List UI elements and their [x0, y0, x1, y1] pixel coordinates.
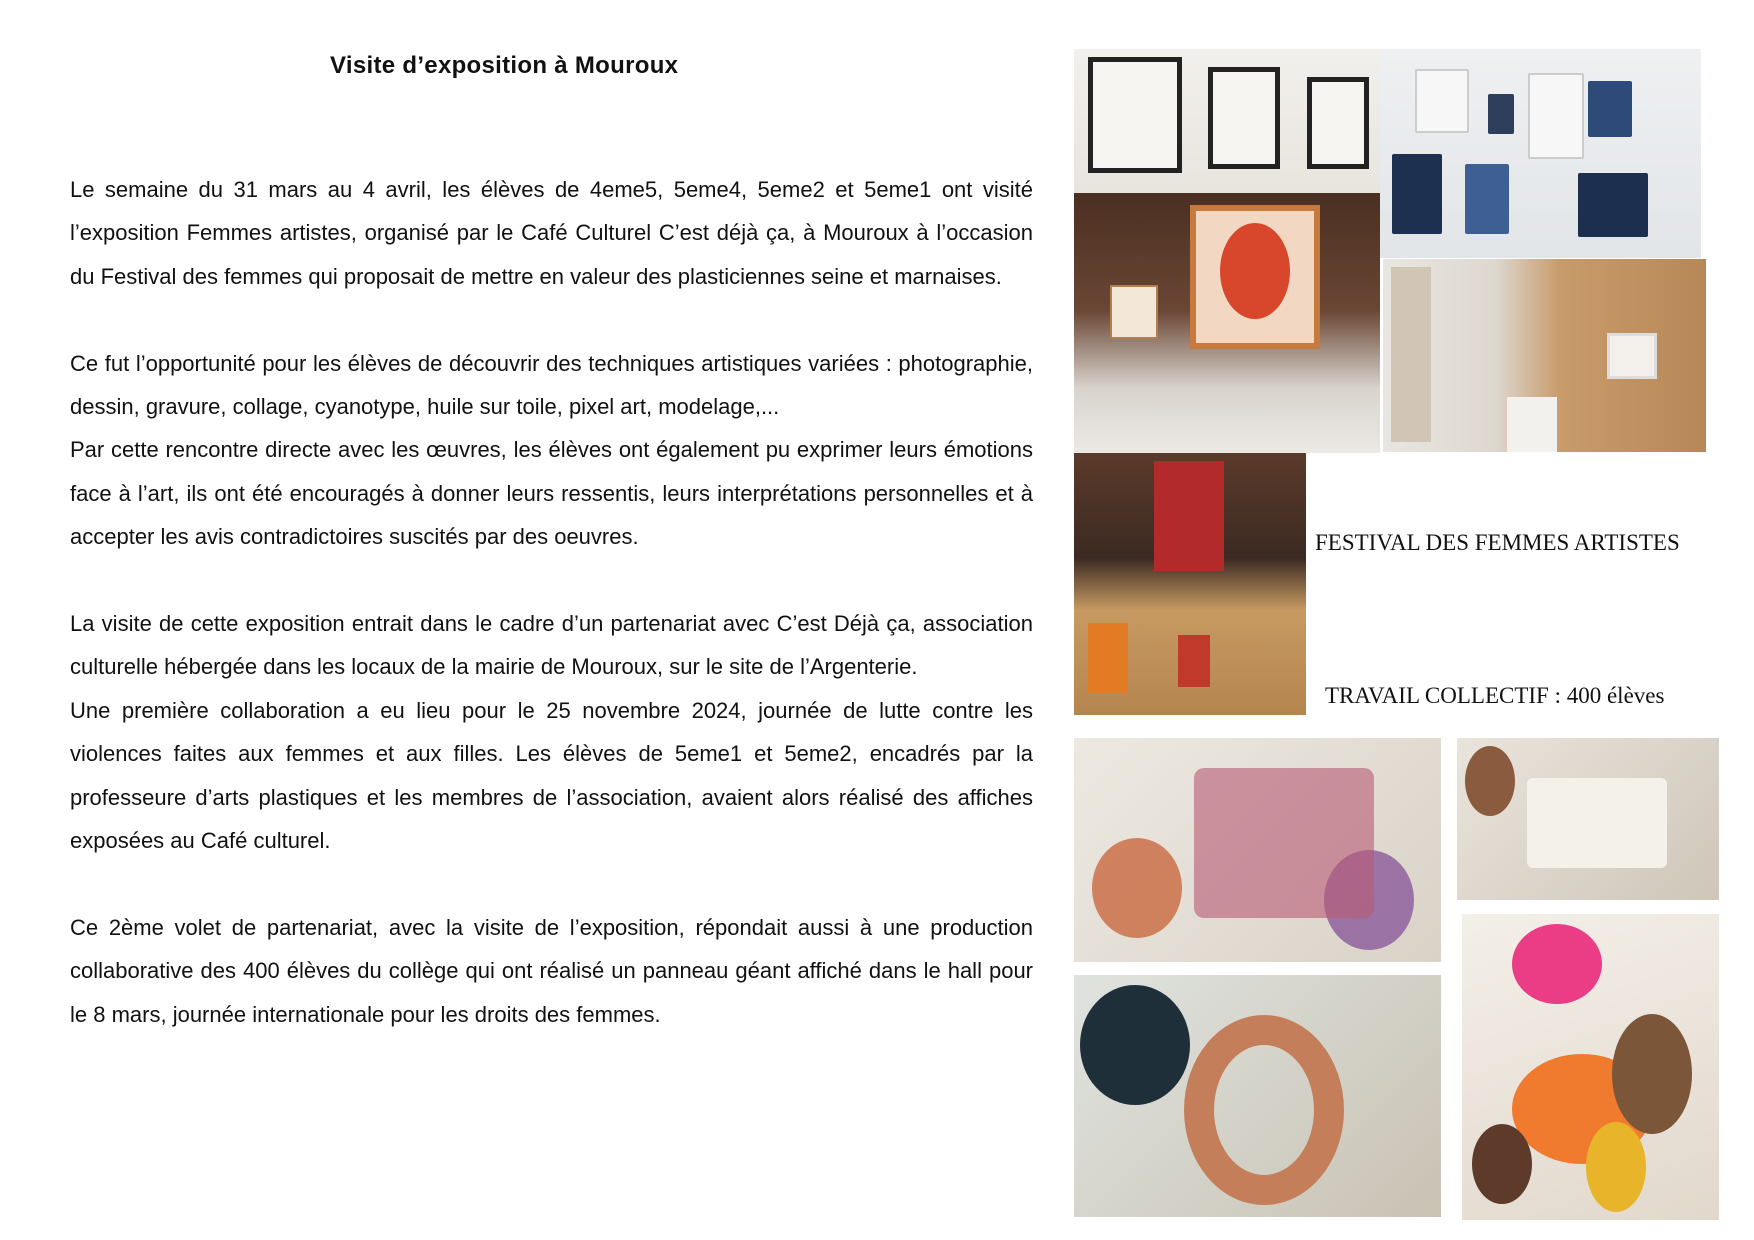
red-portrait-photo: [1074, 193, 1380, 453]
paragraph-emotions: Par cette rencontre directe avec les œuvres, les élèves ont également pu exprimer leurs émotions face à l’art, ils ont été encouragés à donner leurs ressentis, leurs interprétations personnelles et à accepter les avis contradictoires suscités par des oeuvres.: [70, 437, 1033, 550]
paragraph-techniques: Ce fut l’opportunité pour les élèves de découvrir des techniques artistiques variées : photographie, dessin, gravure, collage, cyanotype, huile sur toile, pixel art, modelage,...: [70, 350, 1033, 420]
pink-hair: [1512, 924, 1602, 1004]
work-table: [1527, 778, 1667, 868]
letters-collage: [1194, 768, 1374, 918]
paragraph-partnership: La visite de cette exposition entrait dans le cadre d’un partenariat avec C’est Déjà ça, association culturelle hébergée dans les locaux de la mairie de Mouroux, sur le site de l’Argenterie.: [70, 611, 1033, 680]
caption-festival: FESTIVAL DES FEMMES ARTISTES: [1315, 530, 1680, 555]
print-4: [1588, 81, 1632, 137]
red-hair: [1220, 223, 1290, 319]
face-collage-left: [1092, 838, 1182, 938]
pixel-character-2: [1088, 623, 1128, 693]
pallet-frame: [1607, 333, 1657, 379]
paragraph-collective: Ce 2ème volet de partenariat, avec la visite de l’exposition, répondait aussi à une production collaborative des 400 élèves du collège qui ont réalisé un panneau géant affiché dans le hall pour le 8 mars, journée internationale pour les droits des femmes.: [70, 914, 1033, 1027]
student-arm: [1080, 985, 1190, 1105]
frame-3: [1307, 77, 1369, 169]
print-1: [1415, 69, 1469, 133]
pixel-character-1: [1154, 461, 1224, 571]
print-5: [1392, 154, 1442, 234]
student-left: [1465, 746, 1515, 816]
pallet-wall-photo: [1383, 259, 1706, 452]
red-portrait-frame: [1190, 205, 1320, 349]
print-7: [1578, 173, 1648, 237]
frame-1: [1088, 57, 1182, 173]
circle-collage-photo: [1074, 975, 1441, 1217]
pedestal: [1507, 397, 1557, 452]
caption-collectif: TRAVAIL COLLECTIF : 400 élèves: [1325, 683, 1665, 708]
brown-hair: [1612, 1014, 1692, 1134]
paragraph-visit: Le semaine du 31 mars au 4 avril, les élèves de 4eme5, 5eme4, 5eme2 et 5eme1 ont visité l’exposition Femmes artistes, organisé par le Café Culturel C’est déjà ça, à Mouroux à l’occasion du Festival des femmes qui proposait de mettre en valeur des plasticiennes seine et marnaises.: [70, 177, 1033, 289]
pixel-character-3: [1178, 635, 1210, 687]
hanging-artworks: [1391, 267, 1431, 442]
8-mars-letters-photo: [1074, 738, 1441, 962]
print-3: [1528, 73, 1584, 159]
circle-of-faces: [1184, 1015, 1344, 1205]
yellow-hair: [1586, 1122, 1646, 1212]
paragraph-collaboration: Une première collaboration a eu lieu pour le 25 novembre 2024, journée de lutte contre les violences faites aux femmes et aux filles. Les élèves de 5eme1 et 5eme2, encadrés par la professeure d’arts plastiques et les membres de l’association, avaient alors réalisé des affiches exposées au Café culturel.: [70, 697, 1033, 854]
article-body: [70, 168, 1033, 1036]
pixel-art-photo: [1074, 453, 1306, 715]
small-artwork: [1110, 285, 1158, 339]
students-working-photo: [1457, 738, 1719, 900]
portraits-photo: [1074, 49, 1380, 193]
paper-faces-photo: [1462, 914, 1719, 1220]
print-6: [1465, 164, 1509, 234]
frame-2: [1208, 67, 1280, 169]
dark-hair: [1472, 1124, 1532, 1204]
print-2: [1488, 94, 1514, 134]
cyanotypes-photo: [1380, 49, 1701, 258]
page-title: Visite d’exposition à Mouroux: [330, 52, 679, 79]
